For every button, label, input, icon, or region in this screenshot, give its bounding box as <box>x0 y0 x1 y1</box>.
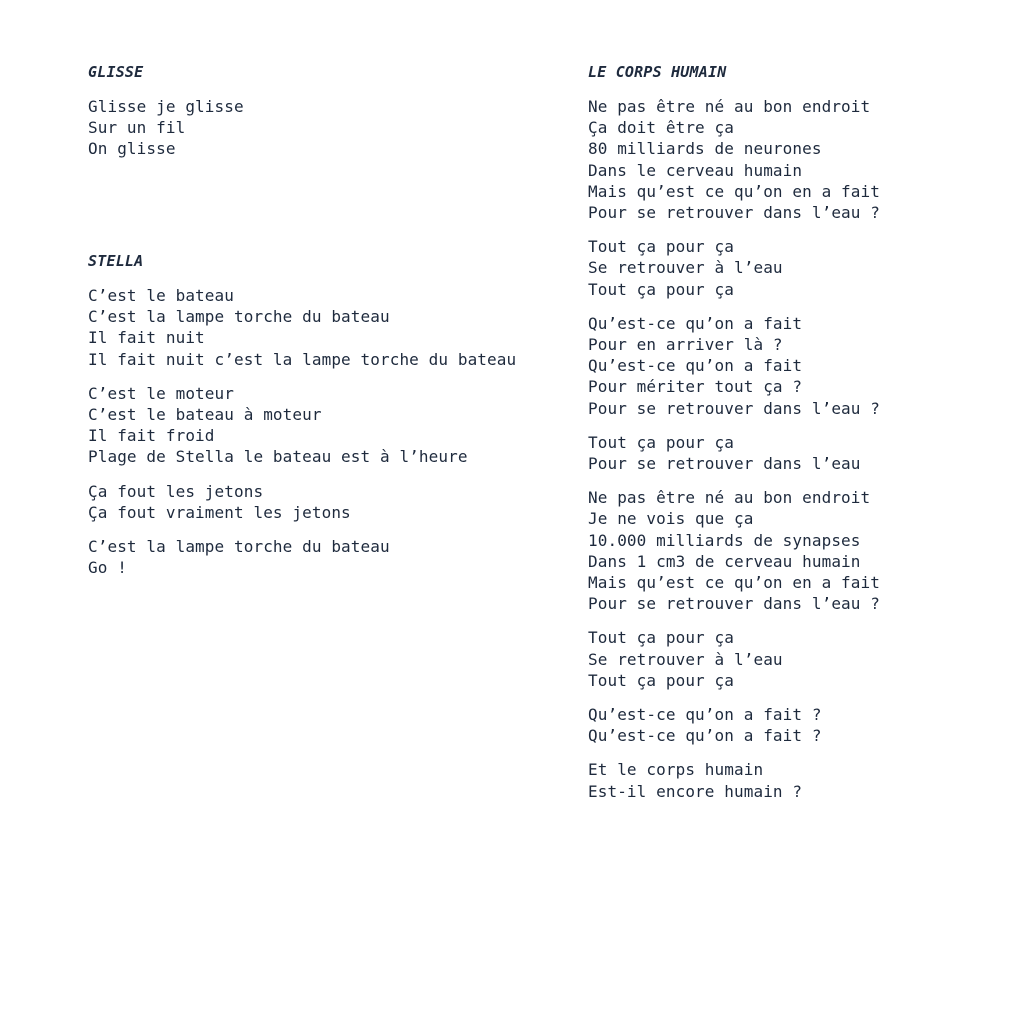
lyric-line: Sur un fil <box>88 118 186 138</box>
lyric-line: Il fait nuit c’est la lampe torche du bateau <box>88 349 517 369</box>
lyric-line: Tout ça pour ça <box>588 237 734 257</box>
lyric-line: 10.000 milliards de synapses <box>588 530 861 550</box>
lyric-line: Go ! <box>88 558 127 578</box>
stanza <box>588 627 1008 691</box>
lyric-line: Dans 1 cm3 de cerveau humain <box>588 551 861 571</box>
song-glisse <box>88 60 528 173</box>
song-title: LE CORPS HUMAIN <box>588 63 727 81</box>
lyric-line: 80 milliards de neurones <box>588 139 822 159</box>
stanza <box>588 236 1008 300</box>
lyric-line: Il fait froid <box>88 426 215 446</box>
lyric-line: Pour se retrouver dans l’eau ? <box>588 203 880 223</box>
lyric-line: Tout ça pour ça <box>588 670 734 690</box>
stanza <box>88 481 528 523</box>
lyric-line: C’est le bateau <box>88 286 234 305</box>
stanza <box>88 383 528 468</box>
stanza <box>588 704 1008 746</box>
stanza <box>588 432 1008 474</box>
lyric-line: Qu’est-ce qu’on a fait <box>588 356 803 376</box>
stanza <box>588 313 1008 419</box>
lyric-line: Est-il encore humain ? <box>588 781 803 801</box>
stanza <box>588 487 1008 614</box>
lyric-line: Se retrouver à l’eau <box>588 649 783 669</box>
stanza <box>88 96 528 160</box>
lyric-line: Pour se retrouver dans l’eau ? <box>588 594 880 614</box>
song-title: GLISSE <box>88 63 144 81</box>
lyric-line: Il fait nuit <box>88 328 205 348</box>
lyric-line: Pour mériter tout ça ? <box>588 377 803 397</box>
lyric-line: Glisse je glisse <box>88 97 244 116</box>
lyric-line: C’est le moteur <box>88 383 234 403</box>
stanza <box>588 96 1008 223</box>
lyric-line: Qu’est-ce qu’on a fait <box>588 313 803 333</box>
stanza <box>88 536 528 578</box>
lyric-line: Tout ça pour ça <box>588 279 734 299</box>
lyric-line: C’est le bateau à moteur <box>88 405 322 425</box>
lyric-line: Ne pas être né au bon endroit <box>588 97 871 116</box>
lyric-line: Pour se retrouver dans l’eau ? <box>588 398 880 418</box>
lyric-line: Tout ça pour ça <box>588 432 734 452</box>
lyric-line: Pour se retrouver dans l’eau <box>588 454 861 474</box>
lyric-line: On glisse <box>88 139 176 159</box>
lyric-line: Qu’est-ce qu’on a fait ? <box>588 726 822 746</box>
lyric-line: Mais qu’est ce qu’on en a fait <box>588 181 880 201</box>
lyric-line: Dans le cerveau humain <box>588 160 803 180</box>
lyric-line: Tout ça pour ça <box>588 628 734 648</box>
lyric-line: Ça doit être ça <box>588 118 734 138</box>
lyric-line: Plage de Stella le bateau est à l’heure <box>88 447 468 467</box>
lyric-line: Mais qu’est ce qu’on en a fait <box>588 573 880 593</box>
lyric-line: Pour en arriver là ? <box>588 335 783 355</box>
song-title: STELLA <box>88 252 144 270</box>
lyric-line: Se retrouver à l’eau <box>588 258 783 278</box>
lyric-line: Ne pas être né au bon endroit <box>588 488 871 508</box>
stanza <box>588 759 1008 801</box>
lyric-line: Je ne vois que ça <box>588 509 754 529</box>
song-le-corps-humain <box>588 60 1008 815</box>
lyric-line: Qu’est-ce qu’on a fait ? <box>588 705 822 725</box>
lyric-line: Ça fout les jetons <box>88 481 264 501</box>
lyric-line: Et le corps humain <box>588 760 764 780</box>
lyric-line: C’est la lampe torche du bateau <box>88 537 390 557</box>
lyric-line: Ça fout vraiment les jetons <box>88 502 351 522</box>
lyric-line: C’est la lampe torche du bateau <box>88 307 390 327</box>
song-stella <box>88 249 528 591</box>
stanza <box>88 285 528 370</box>
